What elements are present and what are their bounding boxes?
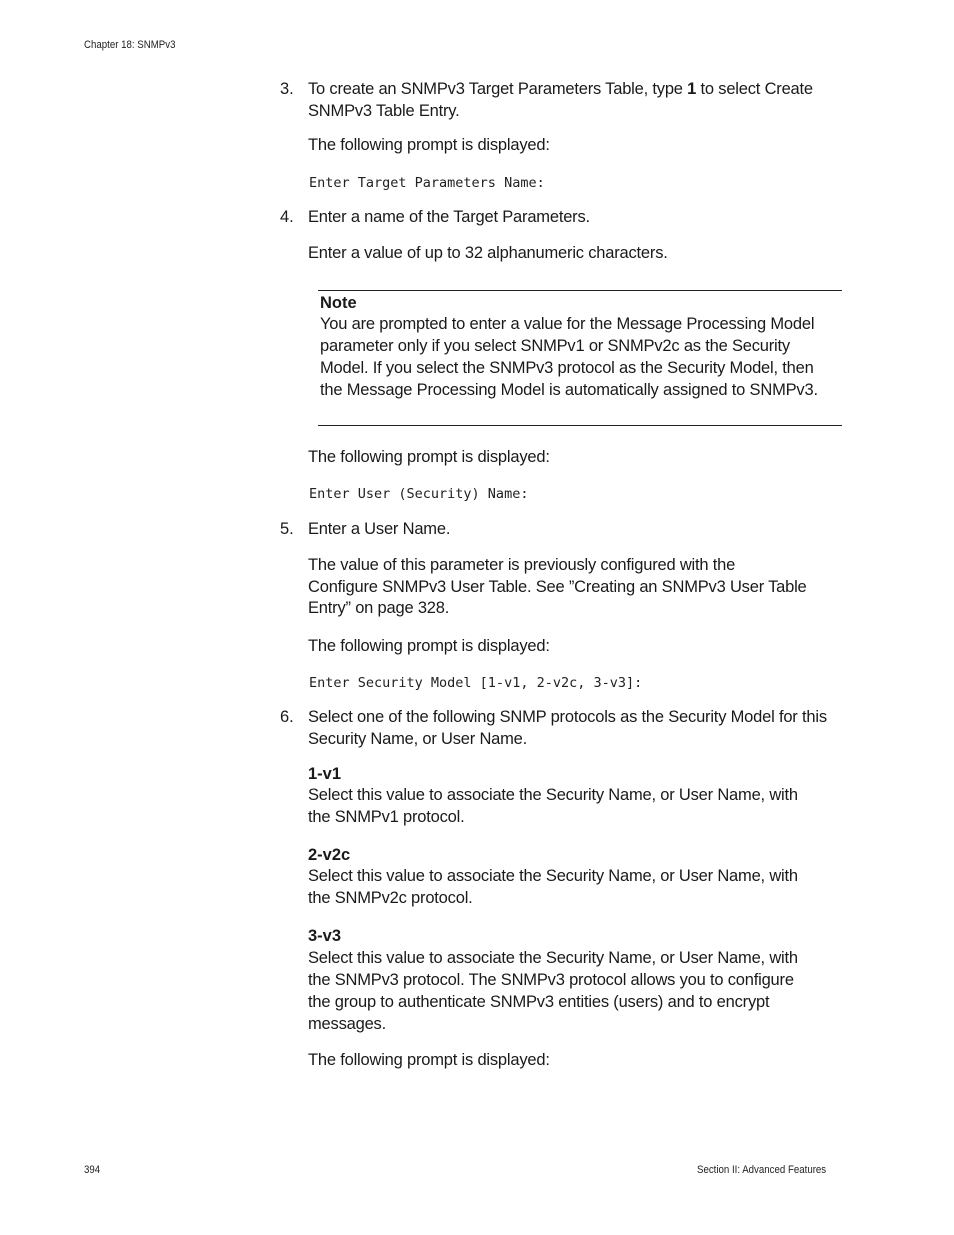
step-6-text: Select one of the following SNMP protocols as the Security Model for this Security Name, or User Name. xyxy=(308,708,827,748)
step-3-text-a: To create an SNMPv3 Target Parameters Table, type xyxy=(308,80,688,98)
step-5-code: Enter Security Model [1-v1, 2-v2c, 3-v3]: xyxy=(309,675,643,691)
note-title: Note xyxy=(320,294,357,312)
option-3-desc: Select this value to associate the Security Name, or User Name, with the SNMPv3 protocol. The SNMPv3 protocol allows you to configure the group to authenticate SNMPv3 entities (users) and to encrypt messages. xyxy=(308,949,798,1033)
step-3-bold-value: 1 xyxy=(687,80,697,98)
footer-section: Section II: Advanced Features xyxy=(697,1164,827,1176)
footer-page-number: 394 xyxy=(84,1164,101,1176)
note-box xyxy=(318,290,842,426)
step-4-detail: Enter a value of up to 32 alphanumeric characters. xyxy=(308,244,668,262)
step-4-text: Enter a name of the Target Parameters. xyxy=(308,208,590,226)
step-5-detail: The value of this parameter is previously configured with the Configure SNMPv3 User Table. See ”Creating an SNMPv3 User Table Entry” on page 328. xyxy=(308,556,807,617)
option-1-desc: Select this value to associate the Security Name, or User Name, with the SNMPv1 protocol. xyxy=(308,786,798,826)
step-5-prompt-intro: The following prompt is displayed: xyxy=(308,637,550,655)
option-3-term: 3-v3 xyxy=(308,927,342,945)
step-3-number: 3. xyxy=(280,80,294,98)
step-3-code: Enter Target Parameters Name: xyxy=(309,175,545,191)
after-note-prompt-intro: The following prompt is displayed: xyxy=(308,448,550,466)
option-2-term: 2-v2c xyxy=(308,846,351,864)
option-2-desc: Select this value to associate the Security Name, or User Name, with the SNMPv2c protocol. xyxy=(308,867,798,907)
option-1-term: 1-v1 xyxy=(308,765,342,783)
step-4-number: 4. xyxy=(280,208,294,226)
step-5-text: Enter a User Name. xyxy=(308,520,451,538)
step-6-prompt-intro: The following prompt is displayed: xyxy=(308,1051,550,1069)
step-3-text xyxy=(308,79,843,122)
running-header: Chapter 18: SNMPv3 xyxy=(84,39,176,51)
step-3-text-b: to select Create SNMPv3 Table Entry. xyxy=(308,80,813,120)
step-6-number: 6. xyxy=(280,708,294,726)
after-note-code: Enter User (Security) Name: xyxy=(309,486,529,502)
note-text: You are prompted to enter a value for the Message Processing Model parameter only if you select SNMPv1 or SNMPv2c as the Security Model. If you select the SNMPv3 protocol as the Security Model, then the Message Processing Model is automatically assigned to SNMPv3. xyxy=(320,315,818,399)
step-3-prompt-intro: The following prompt is displayed: xyxy=(308,136,550,154)
step-5-number: 5. xyxy=(280,520,294,538)
